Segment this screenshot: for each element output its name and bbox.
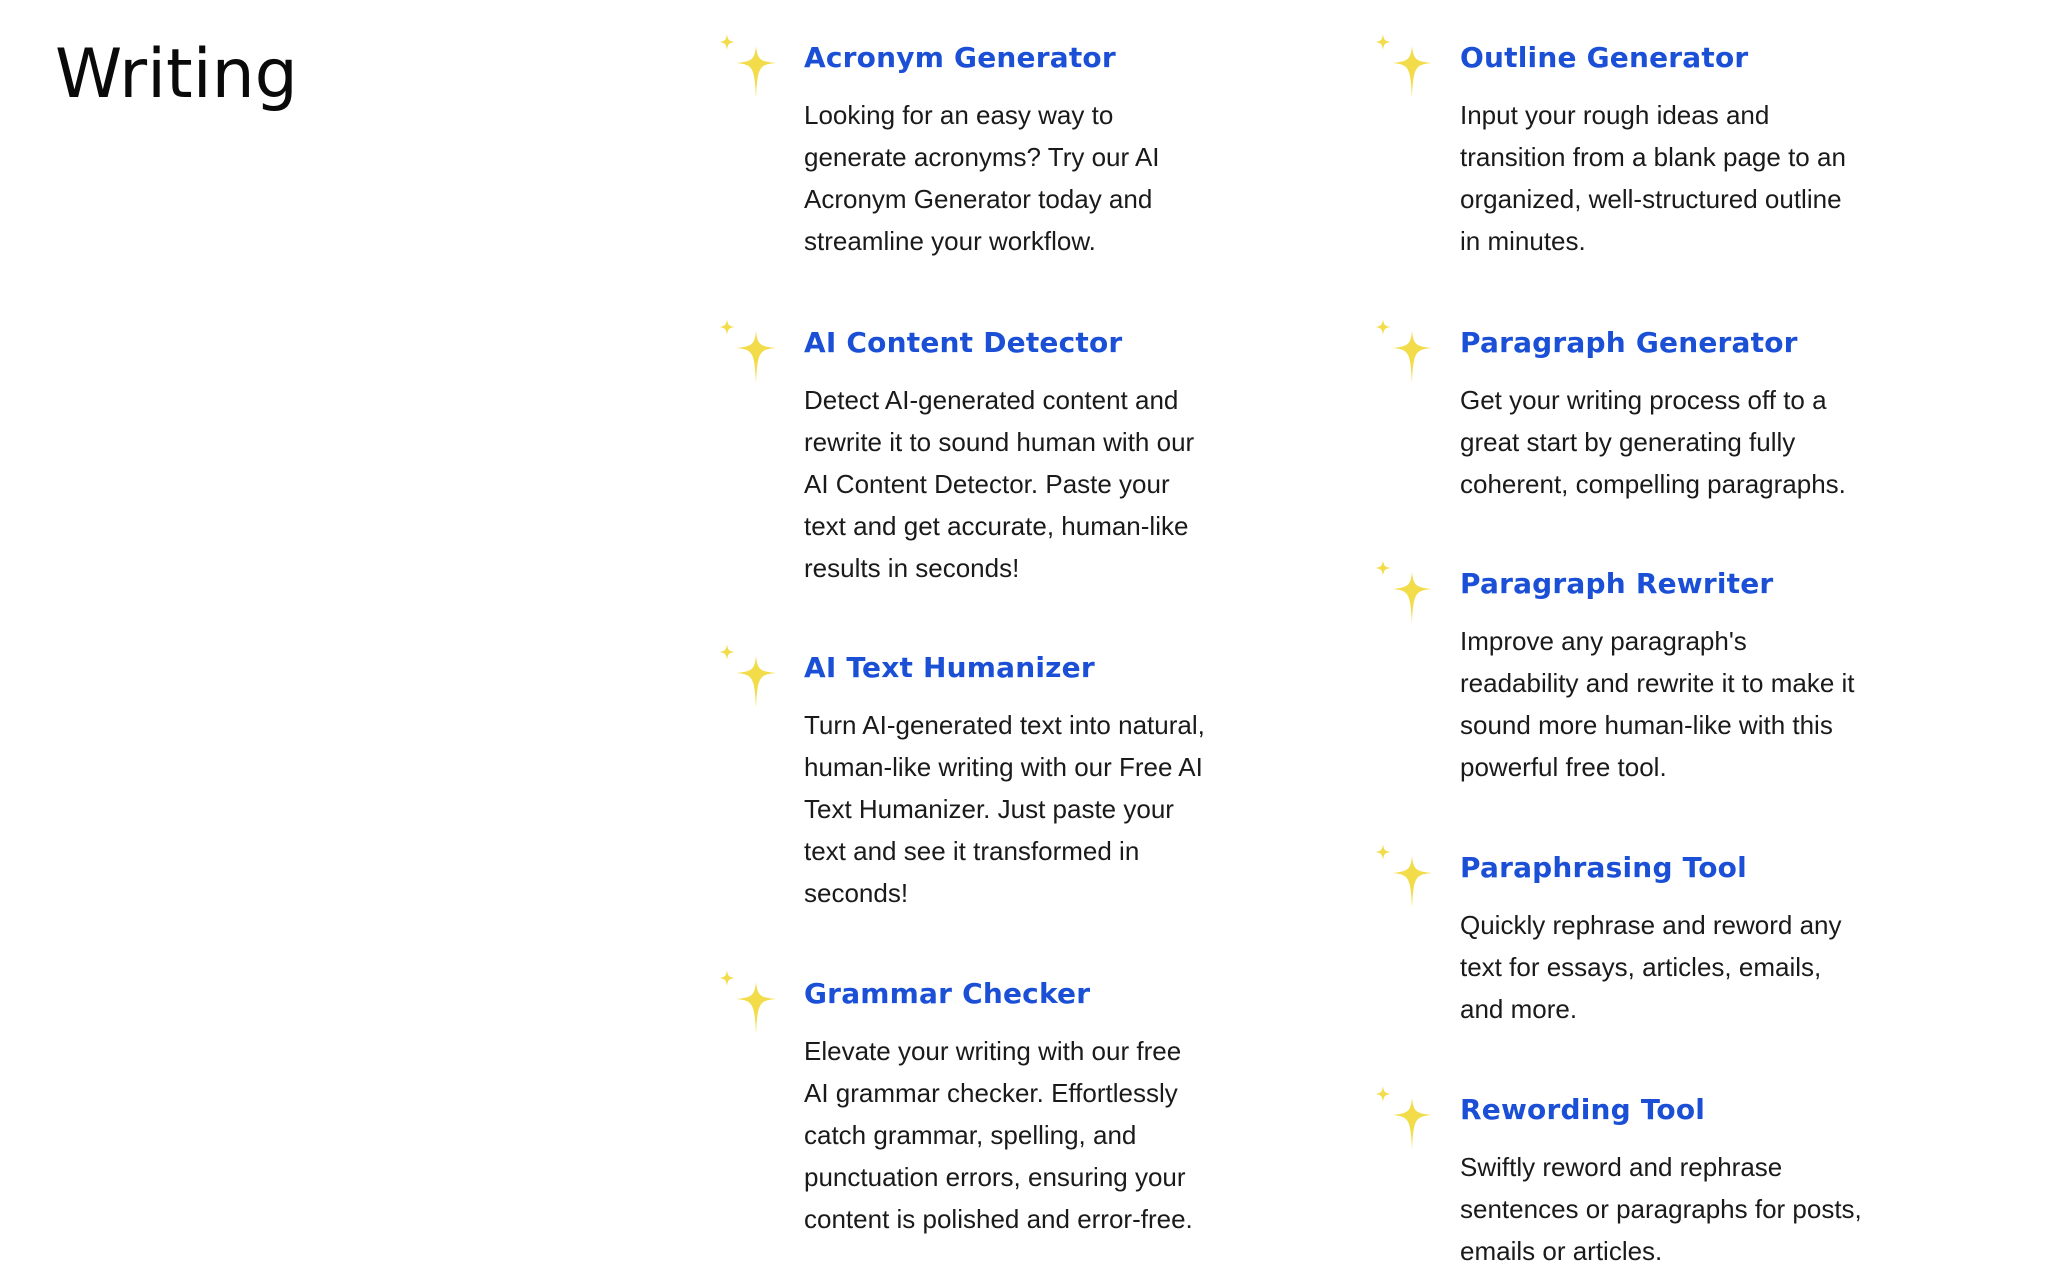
desc-line: content is polished and error-free. bbox=[804, 1204, 1193, 1234]
tool-link-acronym-generator[interactable]: Acronym Generator bbox=[804, 41, 1116, 74]
desc-line: great start by generating fully bbox=[1460, 427, 1796, 457]
tool-link-rewording-tool[interactable]: Rewording Tool bbox=[1460, 1093, 1706, 1126]
tool-link-paraphrasing-tool[interactable]: Paraphrasing Tool bbox=[1460, 851, 1747, 884]
desc-line: Swiftly reword and rephrase bbox=[1460, 1152, 1783, 1182]
sparkle-icon bbox=[708, 964, 780, 1036]
desc-line: punctuation errors, ensuring your bbox=[804, 1162, 1186, 1192]
desc-line: Turn AI-generated text into natural, bbox=[804, 710, 1205, 740]
desc-line: seconds! bbox=[804, 878, 909, 908]
desc-line: transition from a blank page to an bbox=[1460, 142, 1846, 172]
tool-card-ai-text-humanizer bbox=[804, 648, 1324, 914]
sparkle-icon bbox=[1364, 313, 1436, 385]
sparkle-icon bbox=[1364, 554, 1436, 626]
desc-line: text and see it transformed in bbox=[804, 836, 1140, 866]
sparkle-icon bbox=[708, 313, 780, 385]
tool-description bbox=[1460, 94, 1980, 262]
tool-link-outline-generator[interactable]: Outline Generator bbox=[1460, 41, 1749, 74]
desc-line: organized, well-structured outline bbox=[1460, 184, 1842, 214]
tool-card-outline-generator bbox=[1460, 38, 1980, 262]
tool-card-rewording-tool bbox=[1460, 1090, 1980, 1272]
desc-line: Quickly rephrase and reword any bbox=[1460, 910, 1842, 940]
desc-line: Looking for an easy way to bbox=[804, 100, 1114, 130]
desc-line: Improve any paragraph's bbox=[1460, 626, 1747, 656]
desc-line: results in seconds! bbox=[804, 553, 1020, 583]
desc-line: in minutes. bbox=[1460, 226, 1586, 256]
desc-line: catch grammar, spelling, and bbox=[804, 1120, 1137, 1150]
desc-line: text and get accurate, human-like bbox=[804, 511, 1189, 541]
sparkle-icon bbox=[708, 28, 780, 100]
desc-line: Elevate your writing with our free bbox=[804, 1036, 1182, 1066]
desc-line: powerful free tool. bbox=[1460, 752, 1667, 782]
tool-card-grammar-checker bbox=[804, 974, 1324, 1240]
desc-line: emails or articles. bbox=[1460, 1236, 1663, 1266]
tool-description bbox=[804, 379, 1324, 589]
desc-line: and more. bbox=[1460, 994, 1578, 1024]
section-title: Writing bbox=[55, 35, 298, 114]
tool-description bbox=[1460, 1146, 1980, 1272]
tool-link-ai-content-detector[interactable]: AI Content Detector bbox=[804, 326, 1123, 359]
desc-line: streamline your workflow. bbox=[804, 226, 1096, 256]
desc-line: AI grammar checker. Effortlessly bbox=[804, 1078, 1178, 1108]
desc-line: coherent, compelling paragraphs. bbox=[1460, 469, 1846, 499]
sparkle-icon bbox=[1364, 1080, 1436, 1152]
tool-card-paragraph-rewriter bbox=[1460, 564, 1980, 788]
desc-line: generate acronyms? Try our AI bbox=[804, 142, 1160, 172]
desc-line: text for essays, articles, emails, bbox=[1460, 952, 1822, 982]
desc-line: Input your rough ideas and bbox=[1460, 100, 1770, 130]
tool-card-acronym-generator bbox=[804, 38, 1324, 262]
desc-line: Get your writing process off to a bbox=[1460, 385, 1827, 415]
desc-line: Detect AI-generated content and bbox=[804, 385, 1179, 415]
desc-line: Acronym Generator today and bbox=[804, 184, 1153, 214]
tool-link-grammar-checker[interactable]: Grammar Checker bbox=[804, 977, 1091, 1010]
desc-line: human-like writing with our Free AI bbox=[804, 752, 1203, 782]
sparkle-icon bbox=[1364, 28, 1436, 100]
tool-description bbox=[804, 1030, 1324, 1240]
desc-line: sentences or paragraphs for posts, bbox=[1460, 1194, 1862, 1224]
desc-line: readability and rewrite it to make it bbox=[1460, 668, 1855, 698]
tool-card-paraphrasing-tool bbox=[1460, 848, 1980, 1030]
sparkle-icon bbox=[1364, 838, 1436, 910]
desc-line: sound more human-like with this bbox=[1460, 710, 1833, 740]
tool-description bbox=[1460, 620, 1980, 788]
desc-line: Text Humanizer. Just paste your bbox=[804, 794, 1174, 824]
desc-line: AI Content Detector. Paste your bbox=[804, 469, 1170, 499]
desc-line: rewrite it to sound human with our bbox=[804, 427, 1195, 457]
tool-link-paragraph-rewriter[interactable]: Paragraph Rewriter bbox=[1460, 567, 1774, 600]
tool-description bbox=[1460, 904, 1980, 1030]
tool-link-paragraph-generator[interactable]: Paragraph Generator bbox=[1460, 326, 1798, 359]
sparkle-icon bbox=[708, 638, 780, 710]
tool-card-paragraph-generator bbox=[1460, 323, 1980, 505]
tool-link-ai-text-humanizer[interactable]: AI Text Humanizer bbox=[804, 651, 1095, 684]
tool-card-ai-content-detector bbox=[804, 323, 1324, 589]
tool-description bbox=[1460, 379, 1980, 505]
tool-description bbox=[804, 704, 1324, 914]
tool-description bbox=[804, 94, 1324, 262]
